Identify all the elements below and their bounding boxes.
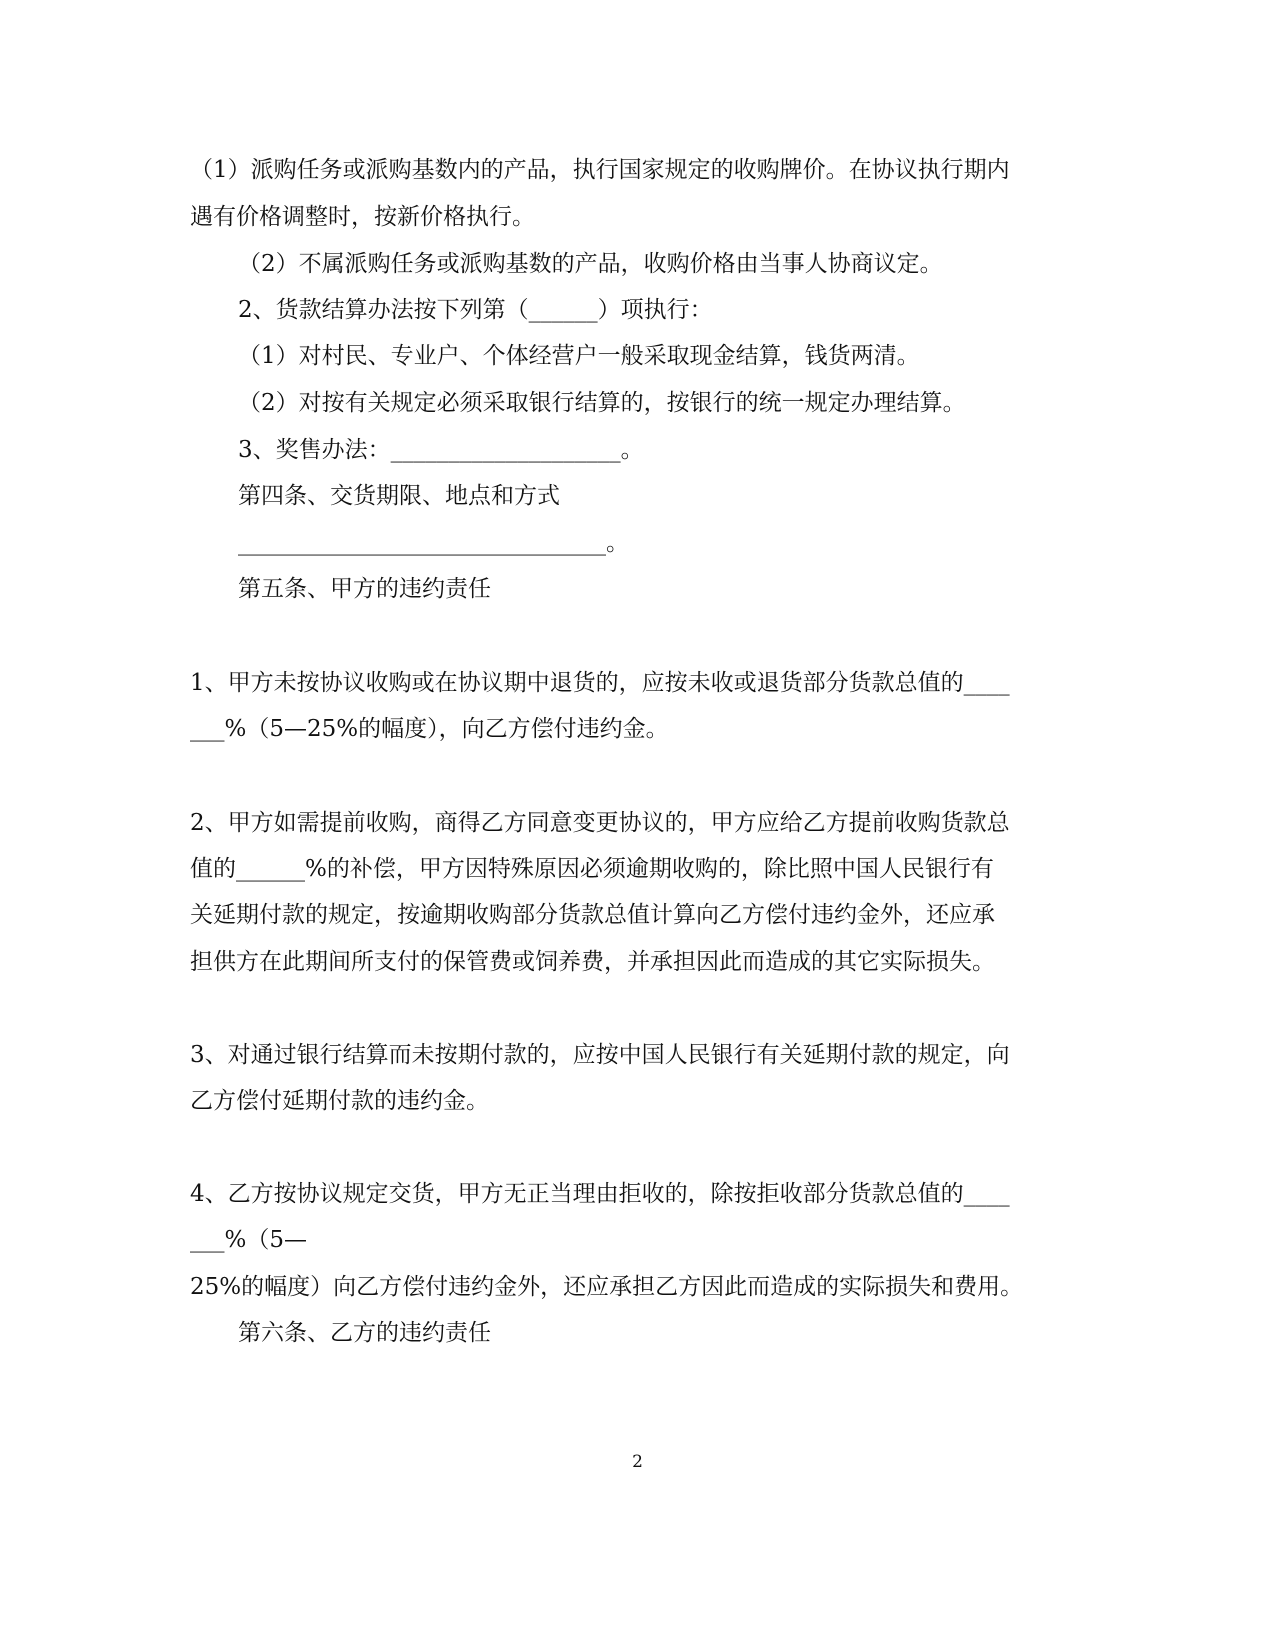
- text-line: （1）对村民、专业户、个体经营户一般采取现金结算，钱货两清。: [238, 343, 920, 369]
- text-line: （2）对按有关规定必须采取银行结算的，按银行的统一规定办理结算。: [238, 390, 966, 416]
- text-line: 1、甲方未按协议收购或在协议期中退货的，应按未收或退货部分货款总值的____: [190, 670, 1010, 696]
- text-line: 2、甲方如需提前收购，商得乙方同意变更协议的，甲方应给乙方提前收购货款总: [190, 810, 1010, 836]
- section-heading: 第六条、乙方的违约责任: [238, 1320, 491, 1346]
- text-line: 4、乙方按协议规定交货，甲方无正当理由拒收的，除按拒收部分货款总值的____: [190, 1181, 1010, 1207]
- text-line: 25%的幅度）向乙方偿付违约金外，还应承担乙方因此而造成的实际损失和费用。: [190, 1274, 1024, 1300]
- section-heading: 第四条、交货期限、地点和方式: [238, 483, 560, 509]
- text-line: ___%（5—: [190, 1227, 307, 1253]
- text-line: 乙方偿付延期付款的违约金。: [190, 1088, 489, 1114]
- text-line: （1）派购任务或派购基数内的产品，执行国家规定的收购牌价。在协议执行期内: [190, 157, 1010, 183]
- text-line: 遇有价格调整时，按新价格执行。: [190, 204, 535, 230]
- text-line: 2、货款结算办法按下列第（______）项执行：: [238, 297, 713, 323]
- text-line: 关延期付款的规定，按逾期收购部分货款总值计算向乙方偿付违约金外，还应承: [190, 902, 995, 928]
- text-line: ___%（5—25%的幅度），向乙方偿付违约金。: [190, 716, 669, 742]
- text-line: 3、对通过银行结算而未按期付款的，应按中国人民银行有关延期付款的规定，向: [190, 1042, 1010, 1068]
- text-line: 3、奖售办法：____________________。: [238, 437, 644, 463]
- text-line: 值的______%的补偿，甲方因特殊原因必须逾期收购的，除比照中国人民银行有: [190, 856, 994, 882]
- text-line: ________________________________。: [238, 530, 629, 556]
- page-number: 2: [632, 1452, 643, 1472]
- section-heading: 第五条、甲方的违约责任: [238, 576, 491, 602]
- text-line: （2）不属派购任务或派购基数的产品，收购价格由当事人协商议定。: [238, 251, 943, 277]
- text-line: 担供方在此期间所支付的保管费或饲养费，并承担因此而造成的其它实际损失。: [190, 949, 995, 975]
